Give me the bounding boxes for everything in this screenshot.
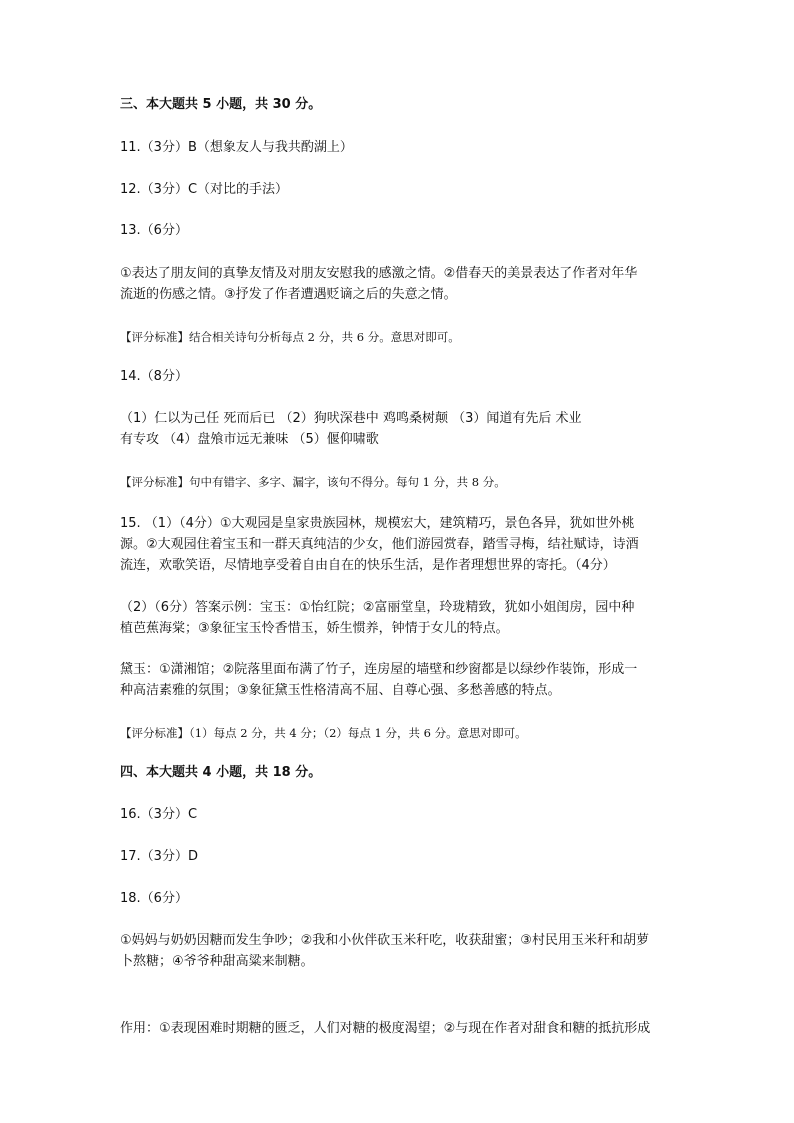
q13-label: 13.（6分） [120, 223, 188, 238]
section-3-heading: 三、本大题共 5 小题，共 30 分。 [120, 97, 322, 112]
q15-line-5: 植芭蕉海棠；③象征宝玉怜香惜玉，娇生惯养，钟情于女儿的特点。 [120, 621, 509, 636]
q15-line-1: 15. （1）（4分）①大观园是皇家贵族园林，规模宏大，建筑精巧，景色各异，犹如世外桃 [120, 516, 635, 531]
q11-answer: 11.（3分）B（想象友人与我共酌湖上） [120, 140, 353, 155]
q15-line-4: （2）（6分）答案示例：宝玉：①怡红院；②富丽堂皇，玲珑精致，犹如小姐闺房，园中种 [120, 600, 635, 615]
q15-line-7: 种高洁素雅的氛围；③象征黛玉性格清高不屈、自尊心强、多愁善感的特点。 [120, 683, 561, 698]
scoring-text: 句中有错字、多字、漏字，该句不得分。每句 1 分，共 8 分。 [189, 475, 506, 489]
scoring-text: 结合相关诗句分析每点 2 分，共 6 分。意思对即可。 [189, 330, 460, 344]
scoring-text: （1）每点 2 分，共 4 分；（2）每点 1 分，共 6 分。意思对即可。 [189, 726, 527, 740]
q12-answer: 12.（3分）C（对比的手法） [120, 182, 289, 197]
q14-scoring-note [120, 473, 680, 491]
q13-answer-line-2: 流逝的伤感之情。③抒发了作者遭遇贬谪之后的失意之情。 [120, 287, 457, 302]
q17-answer: 17.（3分）D [120, 849, 198, 864]
section-4-heading: 四、本大题共 4 小题，共 18 分。 [120, 765, 322, 780]
scoring-tag: 【评分标准】 [120, 475, 189, 489]
q18-label: 18.（6分） [120, 891, 188, 906]
q18-answer-line-1: ①妈妈与奶奶因糖而发生争吵；②我和小伙伴砍玉米秆吃，收获甜蜜；③村民用玉米秆和胡萝 [120, 933, 649, 948]
q14-label: 14.（8分） [120, 369, 188, 384]
q13-scoring-note [120, 328, 680, 346]
q18-effect-line: 作用：①表现困难时期糖的匮乏，人们对糖的极度渴望；②与现在作者对甜食和糖的抵抗形成 [120, 1021, 651, 1036]
q15-line-6: 黛玉：①潇湘馆；②院落里面布满了竹子，连房屋的墙壁和纱窗都是以绿纱作装饰，形成一 [120, 662, 638, 677]
q15-line-3: 流连，欢歌笑语，尽情地享受着自由自在的快乐生活，是作者理想世界的寄托。（4分） [120, 558, 616, 573]
q15-line-2: 源。②大观园住着宝玉和一群天真纯洁的少女，他们游园赏春，踏雪寻梅，结社赋诗，诗酒 [120, 537, 639, 552]
q15-scoring-note [120, 724, 680, 742]
q13-answer-line-1: ①表达了朋友间的真挚友情及对朋友安慰我的感激之情。②借春天的美景表达了作者对年华 [120, 266, 638, 281]
q14-answer-line-2: 有专攻 （4）盘飧市远无兼味 （5）偃仰啸歌 [120, 432, 379, 447]
q14-answer-line-1: （1）仁以为己任 死而后已 （2）狗吠深巷中 鸡鸣桑树颠 （3）闻道有先后 术业 [120, 411, 582, 426]
q18-answer-line-2: 卜熬糖；④爷爷种甜高粱来制糖。 [120, 954, 314, 969]
scoring-tag: 【评分标准】 [120, 330, 189, 344]
scoring-tag: 【评分标准】 [120, 726, 189, 740]
q16-answer: 16.（3分）C [120, 807, 198, 822]
